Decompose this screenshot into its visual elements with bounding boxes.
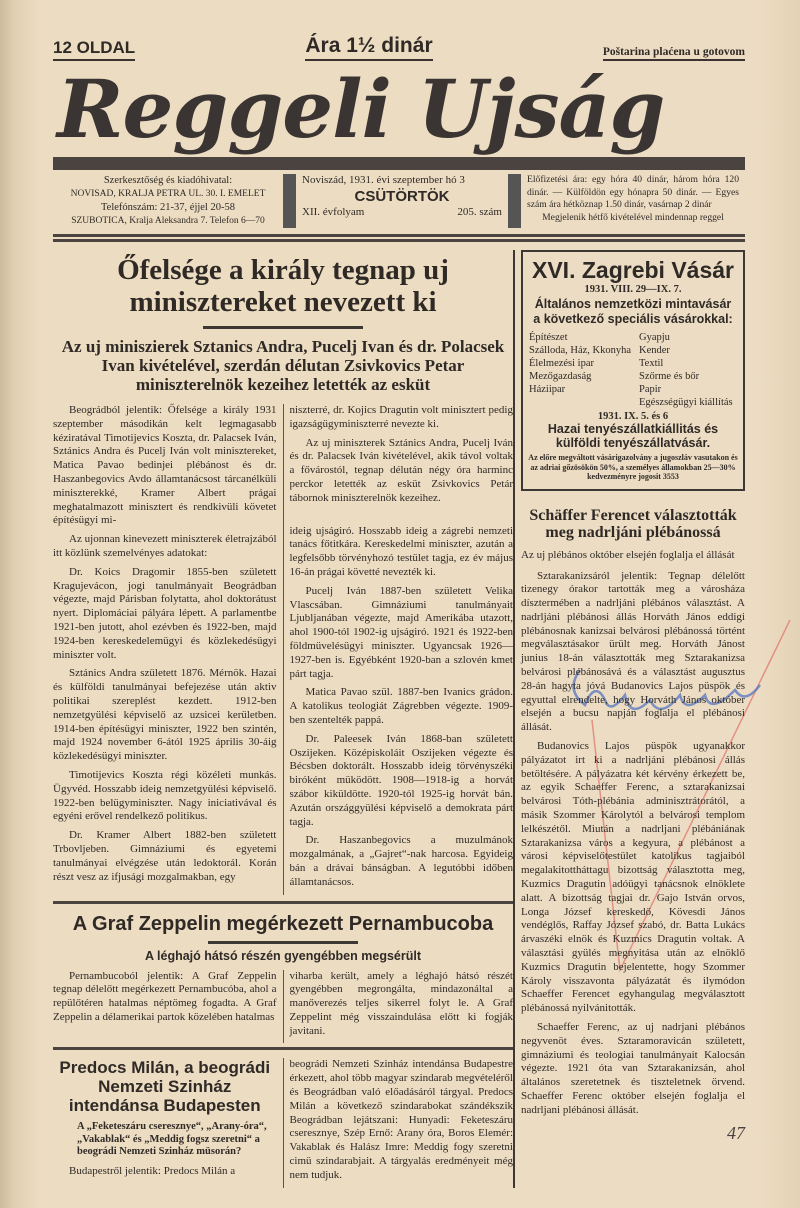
main-article-col2 (290, 404, 514, 895)
paragraph: Timotijevics Koszta régi közéleti munkás. Ügyvéd. Hosszabb ideig nemzetgyülési képviselő. 1922-ben belügyminiszter. Nagy iniciativával és egyéni erővel rendelkező politikus. (53, 768, 277, 823)
paragraph: Pernambucoból jelentik: A Graf Zeppelin tegnap délelőtt megérkezett Pernambucóba, ahol a repülőtéren hatalmas néptömeg fogadta. A Graf Zeppelin a délamerikai partok közelében hatalmas (53, 969, 277, 1023)
ad-code: 3553 (662, 472, 679, 481)
issue-number: 205. szám (457, 205, 502, 218)
list-item: Kender (639, 345, 670, 356)
zeppelin-col1 (53, 970, 277, 1044)
paragraph: niszterré, dr. Kojics Dragutin volt minisztert pedig igazságügyminiszterré nevezte ki. (289, 404, 513, 430)
main-subheadline: Az uj miniszierek Sztanics Andra, Pucelj Ivan és dr. Polacsek Ivan kivételével, szerdán délutan Zsivkovics Petar miniszterelnök kezeihez letették az esküt (61, 337, 505, 394)
zagreb-fair-ad (521, 250, 745, 491)
ad-title: XVI. Zagrebi Vásár (532, 257, 734, 283)
page-count: 12 OLDAL (53, 38, 135, 61)
masthead-bar (53, 157, 745, 170)
main-article-col1 (53, 404, 277, 895)
paragraph: Pucelj Iván 1887-ben született Velika Vlascsában. Gimnáziumi tanulmányait Ljubljanában végezte, majd Amerikába utazott, ahol 1900-tól 1902-ig ujságiró. 1921 és 1922-ben földmüvelésügyi miniszter. Ugyancsak 1926—1927-ben is. Egyébként 1920-ban a szlovén kmet párt tagja. (289, 584, 513, 680)
volume: XII. évfolyam (302, 205, 365, 218)
list-item: Szálloda, Ház, Kkonyha (529, 345, 632, 356)
page-note: 47 (727, 1122, 745, 1143)
postage-note: Poštarina plaćena u gotovom (603, 46, 745, 61)
subscription-info (521, 174, 745, 228)
list-item: Gyapju (639, 332, 670, 343)
main-headline: Őfelsége a király tegnap uj minisztereket nevezett ki (117, 254, 449, 318)
paragraph: ideig ujságiró. Hosszabb ideig a zágrebi nemzeti tanács főtitkára. Kereskedelmi miniszter, azután a legfelsőbb törvényhozó testület tagja, ez év május 16-án prágai követté nevezték ki. (289, 524, 513, 578)
office-address: NOVISAD, KRALJA PETRA UL. 30. I. EMELET (70, 188, 266, 199)
predocs-col1: Budapestről jelentik: Predocs Milán a (69, 1164, 236, 1177)
predocs-headline: Predocs Milán, a beográdi Nemzeti Szinház intendánsa Budapesten (59, 1058, 271, 1116)
list-item: Textil (639, 358, 664, 369)
office-info (53, 174, 283, 228)
paragraph: Dr. Haszanbegovics a muzulmánok mozgalmának, a „Gajret“-nak harcosa. Egyideig bán a drávai bánságban. A legutóbbi időben államtanácsos. (289, 834, 513, 888)
ad-event: Hazai tenyészállatkiállitás és külföldi tenyészállatvásár. (547, 422, 719, 450)
office-label: Szerkesztőség és kiadóhivatal: (103, 175, 233, 186)
ad-subtitle: Általános nemzetközi mintavásár a következő speciális vásárokkal: (533, 297, 733, 326)
list-item: Papir (639, 384, 662, 395)
ad-footer: Az előre megváltott vásárigazolvány a jugoszláv vasutakon és az adriai gőzösökön 50%, a személyes államokban 25—30% kedvezményre jogosit 3553 (528, 453, 738, 481)
schaffer-body (521, 570, 745, 1118)
subscription-prices: Előfizetési ára: egy hóra 40 dinár, három hóra 120 dinár. — Külföldön egy hónapra 50 dinár. — Egyes szám ára hétköznap 1.50 dinár, vasárnap 2 dinár (527, 174, 739, 210)
weekday: CSÜTÖRTÖK (354, 187, 450, 205)
date-info (296, 174, 508, 228)
ad-left-list (529, 331, 639, 409)
ad-right-list (639, 331, 733, 409)
masthead: Reggeli Ujság (57, 62, 665, 156)
price: Ára 1½ dinár (305, 34, 432, 61)
paragraph: Beográdból jelentik: Őfelsége a király 1931 szeptember másodikán kelt legmagasabb kéziratával Timotijevics Koszta, dr. Palacsek Iván, Sztánics Andra és Pucelj Iván volt minisztereket, Matica Pavao bedinjei plébánost és dr. Haszanbegovics Avdo államtanácsost tárcanélküli miniszterekké, Kramer Albert prágai meghatalmazott minisztert és rendkivüli követet építésügyi mi- (53, 404, 277, 527)
zeppelin-col2 (290, 970, 514, 1044)
predocs-col1-block (53, 1058, 277, 1187)
paragraph: viharba került, amely a léghajó hátsó részét gyengébben megrongálta, mindazonáltal a manőverezés teljes sikerrel folyt le. A Graf Zeppelint még visszaindulása előtt ki fogják javitani. (289, 969, 513, 1037)
publication-note: Megjelenik hétfő kivételével mindennap reggel (542, 211, 724, 223)
zeppelin-headline: A Graf Zeppelin megérkezett Pernambucoba (72, 912, 494, 935)
list-item: Élelmezési ipar (529, 358, 595, 369)
paragraph: Schaeffer Ferenc, az uj nadrjani plébános negyvenöt éves. Sztaramoravicán született, gimnáziumi és teologiai tanulmányait Kalocsán végezte. 1921 óta van Sztarakanizsán, ahol általános szeretetnek és tiszteletnek örvend. Schaeffer Ferenc október elsején foglalja el nadrljani plébánosi állását. (521, 1021, 745, 1116)
paragraph: Dr. Paleesek Iván 1868-ban született Oszijeken. Középiskoláit Oszijeken végezte és Bécsben doktorált. Hosszabb ideig törvényszéki biróként müködött. 1908—1918-ig a horvát szábor kiküldötte. 1920-tól 1925-ig horvát bán. Azután országgyülési képviselő a demokrata párt tagja. (289, 732, 513, 828)
list-item: Szőrme és bőr (639, 371, 700, 382)
newspaper-page (53, 0, 745, 1208)
paragraph: Matica Pavao szül. 1887-ben Ivanics grádon. A katolikus teologiát Zágrebben végezte. 1909-ben szentelték pappá. (289, 686, 513, 726)
predocs-subheadline: A „Feketeszáru cseresznye“, „Arany-óra“, „Vakablak“ és „Meddig fogsz szeretni“ a beográdi Nemzeti Szinház müsorán? (77, 1121, 267, 1158)
paragraph: beográdi Nemzeti Szinház intendánsa Budapestre érkezett, ahol több magyar szindarab megvételéről és Beográdban való előadásáról tárgyal. Predocs Milán a következő szindarabokat szándékszik Beográdban lejátszani: Hunyadi: Feketeszáru cseresznye, Szép Ernő: Arany óra, Boros Elemér: Vakablak és Halász Imre: Meddig fogy szeretni cimü szindarabjait. A tárgyalás eredményeit még nem tudjuk. (289, 1058, 513, 1181)
left-column (53, 250, 513, 1188)
issue-date: Noviszád, 1931. évi szeptember hó 3 (302, 174, 465, 186)
info-row (53, 170, 745, 232)
paragraph: Sztánics Andra született 1876. Mérnök. Hazai és külföldi tanulmányai befejezése után aktiv politikai szereplést kezdett. 1912-ben nemzetgyülési képviselő az uzsicei kerületben. 1914-ben építésügyi miniszter, 1922 ben szintén, majd 1924 november 6-ától 1925 április 30-áig közlekedésügyi miniszter. (53, 667, 277, 763)
predocs-col2 (290, 1058, 514, 1187)
paragraph: Budanovics Lajos püspök ugyanakkor pályázatot irt ki a nadrljáni plébánosi állás betöltésére. A pályázatra két kérvény érkezett be, az egyik Schaeffer Ferenc, a sztarakanizsai belvárosi Tóth-plébánia adminisztrátorától, a másik Szommer Károlytól a belvárosi templom lelkészétől. Miután a nadrljani plébániának Sztarakanizsa város a kegyura, a plébánost a városi képviselőtestület katolikus tagjaiból megalakitottháttagu bizottság választotta meg, Kuzmics Dragutin adóügyi tanácsnok elnöklete alatt. A bizottság tagjai dr. Gajo István orvos, Longa József kereskedő, Kövesdi János vendéglős, Raffay József szabó, dr. Batta Lukács árvaszéki elnök és Kuzmics Dragutin voltak. A választási gyülés megnyitása után az elnöklő Kuzmics Dragutin bejelentette, hogy Szommer Károly visszavonta pályázatát és ilymódon Schaeffer Ferencet egyhangulag megválasztott plébánossá nyilvánitották. (521, 740, 745, 1015)
paragraph: Dr. Kramer Albert 1882-ben született Trbovljeben. Gimnáziumi és egyetemi tanulmányai elvégzése után ledoktorál. Korán részt vesz az ifjusági mozgalmakban, egy (53, 829, 277, 883)
office-phone: Telefónszám: 21-37, éjjel 20-58 (101, 202, 235, 213)
ad-dates: 1931. VIII. 29—IX. 7. (584, 284, 682, 295)
paragraph: Sztarakanizsáról jelentik: Tegnap délelőtt tizenegy órakor tartották meg a városháza dísztermében a nadrljáni plébános választást. A nadrljáni plébánosi állás Horváth János eddigi plébánosnak kanizsai belvárosi plébánossá történt megválasztásakor ürült meg. Horváth Jánost junius 18-án választották meg Sztarakanizsa belvárosi plébánosává és a választást augusztus 28-án hagyta jóvá Budanovics Lajos püspök és egyuttal elrendelte, hogy Horváth János október elsején a bucsu napján foglalja el plébánosi állását. (521, 569, 745, 734)
paragraph: Dr. Koics Dragomir 1855-ben született Kragujevácon, jogi tanulmányait Beográdban végezte, majd Párisban folytatta, ahol doktorátust nyert. Diplomáciai pályára lépett. A parlamentbe 1921-ben jutott, ahol ezévben és 1922-ben, majd 1924-ben kereskedelemügyi és közlekedésügyi miniszter volt. (53, 565, 277, 661)
list-item: Háziipar (529, 384, 566, 395)
zeppelin-subheadline: A léghajó hátsó részén gyengébben megsérült (145, 948, 421, 963)
top-line (53, 34, 745, 61)
list-item: Egészségügyi kiállítás (639, 397, 733, 408)
schaffer-headline: Schäffer Ferencet választották meg nadrljáni plébánossá (529, 506, 737, 541)
list-item: Építészet (529, 332, 568, 343)
paragraph: Az ujonnan kinevezett miniszterek életrajzából itt közlünk szemelvényes adatokat: (53, 533, 277, 559)
ad-dates-2: 1931. IX. 5. és 6 (597, 411, 669, 422)
paragraph: Az uj miniszterek Sztánics Andra, Pucelj Iván és dr. Palacsek Iván kivételével, akik távol voltak a fővárostól, tegnap délután négy óra harminc perckor letették az esküt Zsivkovics Petár tábornok miniszterelnök kezeihez. (289, 436, 513, 504)
schaffer-subheadline: Az uj plébános október elsején foglalja el állását (521, 548, 735, 561)
list-item: Mezőgazdaság (529, 371, 592, 382)
subotica-office: SZUBOTICA, Kralja Aleksandra 7. Telefon 6—70 (71, 215, 265, 226)
right-column (513, 250, 745, 1188)
